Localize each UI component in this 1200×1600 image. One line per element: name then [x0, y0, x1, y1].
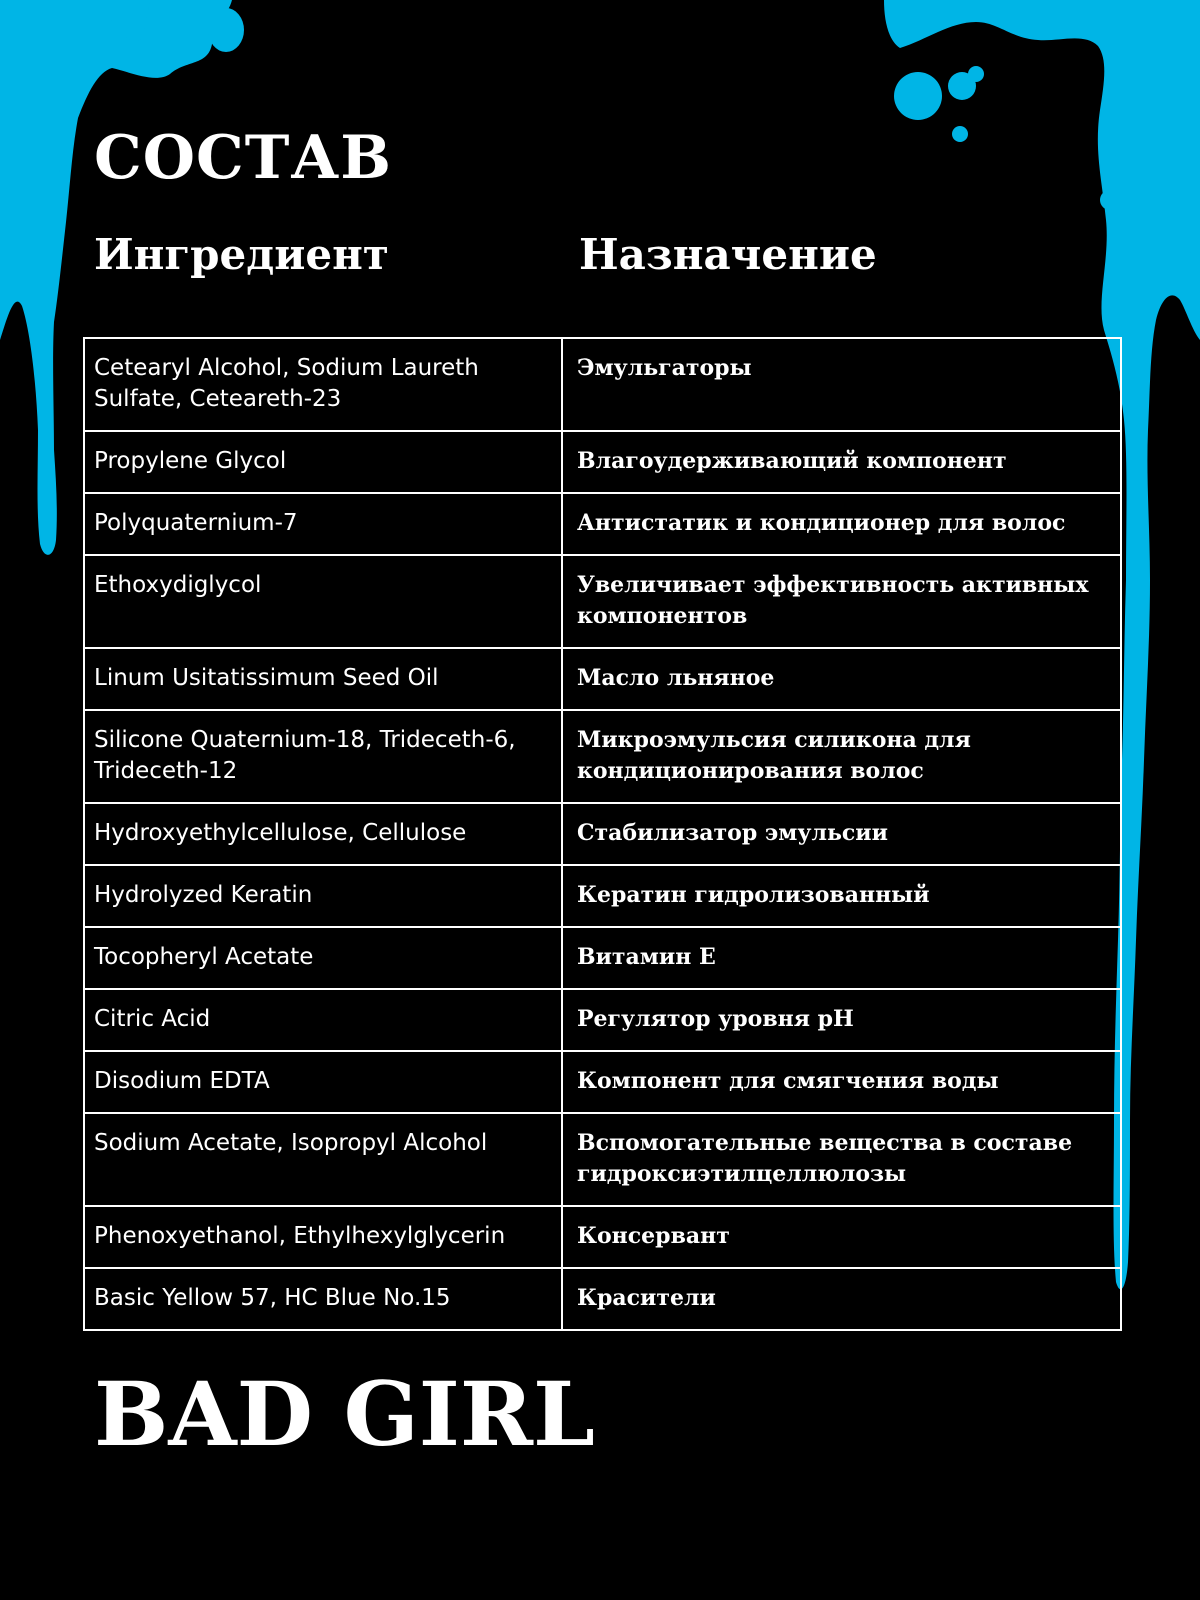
purpose-cell: Влагоудерживающий компонент	[562, 431, 1121, 493]
ingredient-cell: Cetearyl Alcohol, Sodium Laureth Sulfate, Ceteareth-23	[84, 338, 562, 431]
purpose-cell: Эмульгаторы	[562, 338, 1121, 431]
purpose-cell: Вспомогательные вещества в составе гидроксиэтилцеллюлозы	[562, 1113, 1121, 1206]
ingredient-cell: Basic Yellow 57, HC Blue No.15	[84, 1268, 562, 1330]
purpose-cell: Кератин гидролизованный	[562, 865, 1121, 927]
purpose-cell: Витамин Е	[562, 927, 1121, 989]
page-title: СОСТАВ	[94, 123, 393, 193]
ingredient-cell: Sodium Acetate, Isopropyl Alcohol	[84, 1113, 562, 1206]
table-row	[84, 555, 1121, 648]
column-header-ingredient: Ингредиент	[94, 230, 389, 279]
ingredient-cell: Silicone Quaternium-18, Trideceth-6, Trideceth-12	[84, 710, 562, 803]
ingredient-cell: Disodium EDTA	[84, 1051, 562, 1113]
purpose-cell: Красители	[562, 1268, 1121, 1330]
purpose-cell: Компонент для смягчения воды	[562, 1051, 1121, 1113]
table-row	[84, 493, 1121, 555]
table-row	[84, 927, 1121, 989]
ingredient-cell: Tocopheryl Acetate	[84, 927, 562, 989]
table-row	[84, 1206, 1121, 1268]
table-row	[84, 431, 1121, 493]
ingredient-cell: Propylene Glycol	[84, 431, 562, 493]
table-row	[84, 338, 1121, 431]
table-row	[84, 648, 1121, 710]
purpose-cell: Консервант	[562, 1206, 1121, 1268]
purpose-cell: Увеличивает эффективность активных компонентов	[562, 555, 1121, 648]
purpose-cell: Антистатик и кондиционер для волос	[562, 493, 1121, 555]
ingredient-cell: Linum Usitatissimum Seed Oil	[84, 648, 562, 710]
ingredient-cell: Citric Acid	[84, 989, 562, 1051]
purpose-cell: Микроэмульсия силикона для кондиционирования волос	[562, 710, 1121, 803]
ingredient-cell: Phenoxyethanol, Ethylhexylglycerin	[84, 1206, 562, 1268]
ingredient-cell: Hydroxyethylcellulose, Cellulose	[84, 803, 562, 865]
ingredient-cell: Ethoxydiglycol	[84, 555, 562, 648]
table-row	[84, 710, 1121, 803]
brand-logo: BAD GIRL	[94, 1362, 595, 1466]
purpose-cell: Регулятор уровня pH	[562, 989, 1121, 1051]
table-row	[84, 989, 1121, 1051]
column-header-purpose: Назначение	[579, 230, 877, 279]
table-row	[84, 803, 1121, 865]
table-row	[84, 1268, 1121, 1330]
purpose-cell: Масло льняное	[562, 648, 1121, 710]
ingredient-cell: Hydrolyzed Keratin	[84, 865, 562, 927]
ingredients-table	[83, 337, 1122, 1331]
table-row	[84, 1051, 1121, 1113]
purpose-cell: Стабилизатор эмульсии	[562, 803, 1121, 865]
table-row	[84, 1113, 1121, 1206]
table-row	[84, 865, 1121, 927]
ingredient-cell: Polyquaternium-7	[84, 493, 562, 555]
